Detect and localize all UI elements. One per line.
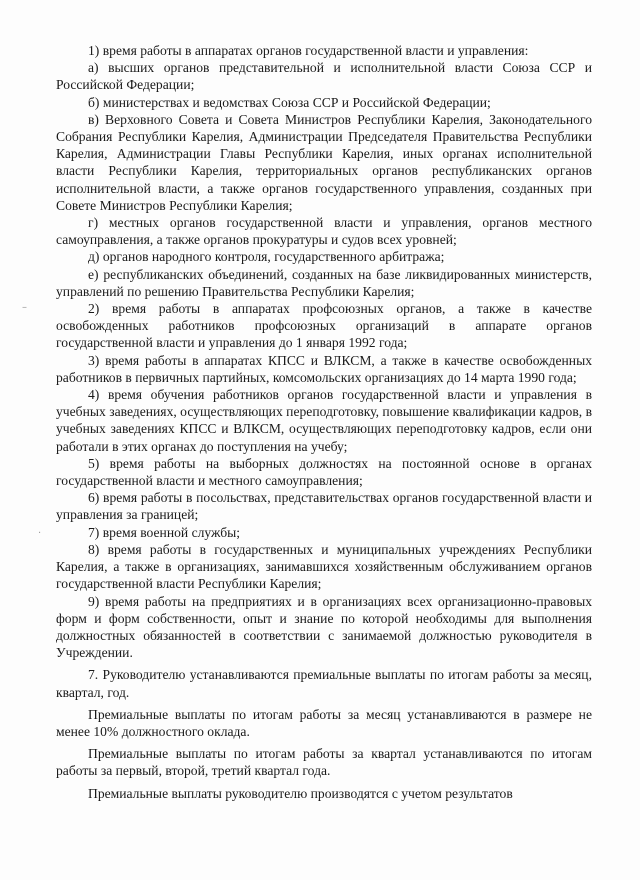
paragraph-3: 3) время работы в аппаратах КПСС и ВЛКСМ, а также в качестве освобожденных работников в первичных партийных, комсомольских организациях до 14 марта 1990 года; [56,352,592,385]
document-body [56,42,592,802]
paragraph-1a: а) высших органов представительной и исполнительной власти Союза ССР и Российской Федерации; [56,60,592,93]
paragraph-5: 5) время работы на выборных должностях на постоянной основе в органах государственной власти и местного самоуправления; [56,455,592,489]
scan-mark: – [22,302,27,313]
premium-results: Премиальные выплаты руководителю производятся с учетом результатов [88,785,513,801]
paragraph-9: 9) время работы на предприятиях и в организациях всех организационно-правовых форм и форм собственности, опыт и знание по которой необходимы для выполнения должностных обязанностей в соответствии с занимаемой должностью руководителя в Учреждении. [56,593,592,661]
paragraph-4: 4) время обучения работников органов государственной власти и управления в учебных заведениях, осуществляющих переподготовку, повышение квалификации кадров, в учебных заведениях КПСС и ВЛКСМ, осуществляющих переподготовку кадров, если они работали в этих органах до поступления на учебу; [56,387,592,454]
paragraph-7: 7) время военной службы; [88,524,241,540]
paragraph-1v: в) Верховного Совета и Совета Министров Республики Карелия, Законодательного Собрания Республики Карелия, Администрации Председателя Правительства Республики Карелия, Администрации Главы Республики Карелия, иных органах исполнительной власти Республики Карелия, территориальных органов республиканских органов исполнительной власти, а также органов государственного управления, созданных при Совете Министров Республики Карелия; [56,111,592,213]
paragraph-1e: е) республиканских объединений, созданных на базе ликвидированных министерств, управлений по решению Правительства Республики Карелия; [56,266,592,299]
paragraph-1d: д) органов народного контроля, государственного арбитража; [88,249,445,265]
paragraph-1b: б) министерствах и ведомствах Союза ССР и Российской Федерации; [88,94,491,110]
scan-dot: · [38,528,42,539]
section-7: 7. Руководителю устанавливаются премиальные выплаты по итогам работы за месяц, квартал, год. [56,667,592,700]
paragraph-8: 8) время работы в государственных и муниципальных учреждениях Республики Карелия, а также в организациях, занимавшихся хозяйственным обслуживанием органов государственной власти Республики Карелия; [56,541,592,592]
paragraph-2: 2) время работы в аппаратах профсоюзных органов, а также в качестве освобожденных работников профсоюзных организаций в аппарате органов государственной власти и управления до 1 января 1992 года; [56,301,592,351]
premium-monthly: Премиальные выплаты по итогам работы за месяц устанавливаются в размере не менее 10% должностного оклада. [56,706,592,739]
paragraph-1: 1) время работы в аппаратах органов государственной власти и управления: [88,43,529,58]
paragraph-1g: г) местных органов государственной власти и управления, органов местного самоуправления, а также органов прокуратуры и судов всех уровней; [56,215,592,248]
paragraph-6: 6) время работы в посольствах, представительствах органов государственной власти и управления за границей; [56,490,592,523]
premium-quarterly: Премиальные выплаты по итогам работы за квартал устанавливаются по итогам работы за первый, второй, третий квартал года. [56,746,592,779]
